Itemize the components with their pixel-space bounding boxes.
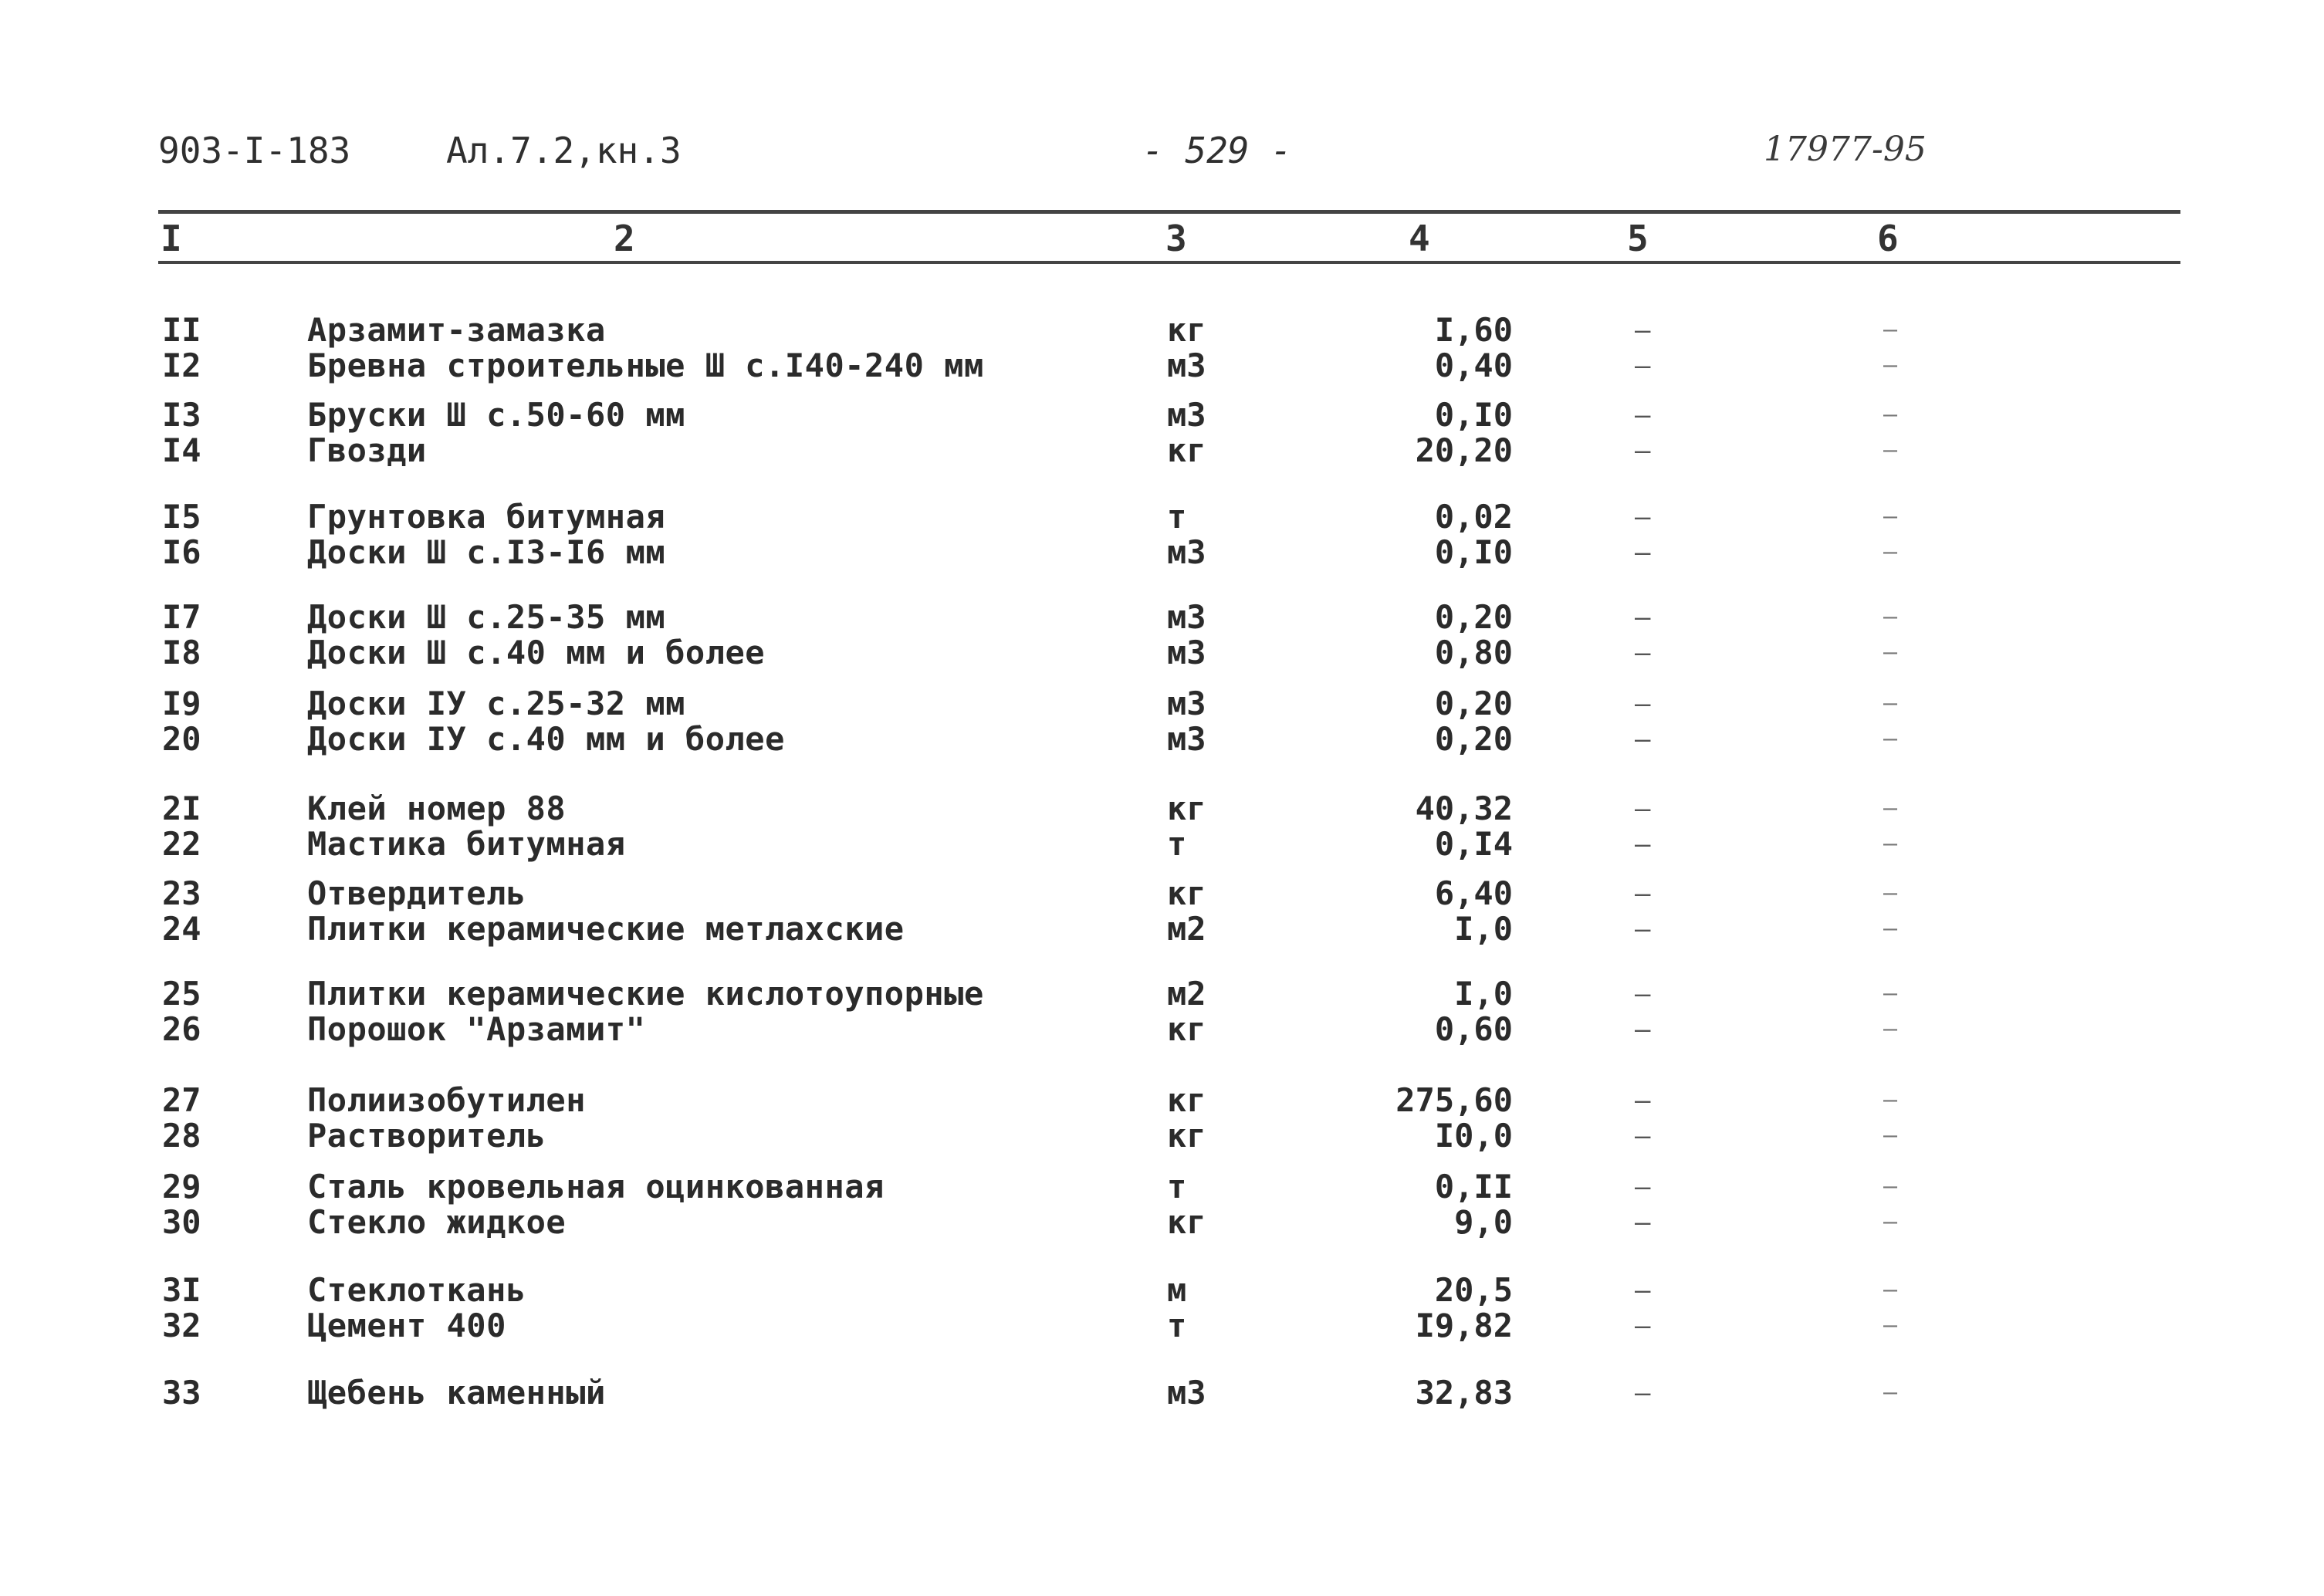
- column-5-value: –: [1635, 878, 1651, 909]
- table-row: [0, 686, 2324, 722]
- table-row: [0, 535, 2324, 570]
- row-number: I6: [162, 533, 201, 571]
- quantity: 0,80: [1434, 634, 1513, 671]
- column-6-value: –: [1883, 1312, 1898, 1339]
- page-number: - 529 -: [1142, 130, 1292, 171]
- column-6-value: –: [1883, 401, 1898, 428]
- table-row: [0, 722, 2324, 757]
- table-row: [0, 1375, 2324, 1411]
- column-5-value: –: [1635, 435, 1651, 466]
- row-number: 30: [162, 1203, 201, 1241]
- material-name: Гвозди: [307, 431, 427, 469]
- row-number: 25: [162, 975, 201, 1013]
- quantity: 0,20: [1434, 720, 1513, 758]
- material-name: Клей номер 88: [307, 790, 567, 827]
- column-5-value: –: [1635, 1172, 1651, 1202]
- column-6-value: –: [1883, 795, 1898, 822]
- unit-of-measure: м3: [1167, 598, 1206, 636]
- quantity: 0,I4: [1434, 825, 1513, 863]
- unit-of-measure: кг: [1167, 311, 1206, 349]
- column-5-value: –: [1635, 400, 1651, 431]
- album-ref: Ал.7.2,кн.3: [446, 130, 682, 171]
- material-name: Доски IУ с.40 мм и более: [307, 720, 785, 758]
- column-6-value: –: [1883, 1016, 1898, 1043]
- row-number: 33: [162, 1374, 201, 1412]
- quantity: 9,0: [1454, 1203, 1513, 1241]
- table-row: [0, 911, 2324, 947]
- column-5-value: –: [1635, 724, 1651, 755]
- column-5-value: –: [1635, 688, 1651, 719]
- doc-code: 903-I-183: [158, 130, 351, 171]
- column-5-value: –: [1635, 1207, 1651, 1238]
- table-row: [0, 1083, 2324, 1118]
- table-row: [0, 397, 2324, 433]
- material-name: Бревна строительные Ш с.I40-240 мм: [307, 347, 984, 384]
- row-number: I9: [162, 685, 201, 722]
- unit-of-measure: м3: [1167, 685, 1206, 722]
- column-5-value: –: [1635, 637, 1651, 668]
- column-5-value: –: [1635, 602, 1651, 633]
- column-6-value: –: [1883, 830, 1898, 857]
- row-number: II: [162, 311, 201, 349]
- row-number: 2I: [162, 790, 201, 827]
- column-number-2: 2: [614, 218, 635, 259]
- column-5-value: –: [1635, 502, 1651, 533]
- row-number: 23: [162, 874, 201, 912]
- quantity: 0,I0: [1434, 533, 1513, 571]
- column-5-value: –: [1635, 315, 1651, 346]
- table-row: [0, 1308, 2324, 1344]
- material-name: Стекло жидкое: [307, 1203, 567, 1241]
- table-row: [0, 348, 2324, 384]
- column-5-value: –: [1635, 793, 1651, 824]
- table-row: [0, 1169, 2324, 1205]
- unit-of-measure: кг: [1167, 1203, 1206, 1241]
- row-number: 24: [162, 910, 201, 948]
- row-number: I3: [162, 396, 201, 434]
- column-5-value: –: [1635, 537, 1651, 568]
- material-name: Арзамит-замазка: [307, 311, 606, 349]
- material-name: Мастика битумная: [307, 825, 626, 863]
- column-number-6: 6: [1877, 218, 1899, 259]
- material-name: Плитки керамические метлахские: [307, 910, 905, 948]
- table-row: [0, 976, 2324, 1012]
- column-5-value: –: [1635, 350, 1651, 381]
- column-number-5: 5: [1627, 218, 1649, 259]
- unit-of-measure: кг: [1167, 790, 1206, 827]
- column-6-value: –: [1883, 725, 1898, 752]
- row-number: 20: [162, 720, 201, 758]
- row-number: I2: [162, 347, 201, 384]
- column-number-4: 4: [1409, 218, 1430, 259]
- column-6-value: –: [1883, 437, 1898, 464]
- material-name: Доски Ш с.25-35 мм: [307, 598, 666, 636]
- column-6-value: –: [1883, 639, 1898, 666]
- column-6-value: –: [1883, 539, 1898, 566]
- table-row: [0, 1205, 2324, 1240]
- quantity: I9,82: [1415, 1307, 1513, 1344]
- column-5-value: –: [1635, 1275, 1651, 1306]
- quantity: 6,40: [1434, 874, 1513, 912]
- row-number: 27: [162, 1081, 201, 1119]
- column-5-value: –: [1635, 1085, 1651, 1116]
- column-6-value: –: [1883, 1087, 1898, 1114]
- unit-of-measure: т: [1167, 1168, 1187, 1205]
- unit-of-measure: кг: [1167, 1081, 1206, 1119]
- material-name: Плитки керамические кислотоупорные: [307, 975, 984, 1013]
- unit-of-measure: м3: [1167, 396, 1206, 434]
- quantity: 40,32: [1415, 790, 1513, 827]
- unit-of-measure: кг: [1167, 431, 1206, 469]
- column-6-value: –: [1883, 915, 1898, 942]
- quantity: I0,0: [1434, 1117, 1513, 1155]
- quantity: 32,83: [1415, 1374, 1513, 1412]
- quantity: I,60: [1434, 311, 1513, 349]
- quantity: 0,02: [1434, 498, 1513, 536]
- row-number: I7: [162, 598, 201, 636]
- column-6-value: –: [1883, 1173, 1898, 1200]
- quantity: 275,60: [1395, 1081, 1513, 1119]
- material-name: Полиизобутилен: [307, 1081, 587, 1119]
- unit-of-measure: кг: [1167, 1117, 1206, 1155]
- table-row: [0, 791, 2324, 827]
- unit-of-measure: т: [1167, 498, 1187, 536]
- column-number-3: 3: [1165, 218, 1187, 259]
- column-number-1: I: [161, 218, 182, 259]
- table-row: [0, 1118, 2324, 1154]
- column-5-value: –: [1635, 979, 1651, 1009]
- row-number: I5: [162, 498, 201, 536]
- material-name: Бруски Ш с.50-60 мм: [307, 396, 685, 434]
- quantity: 0,I0: [1434, 396, 1513, 434]
- column-6-value: –: [1883, 1379, 1898, 1406]
- column-6-value: –: [1883, 503, 1898, 530]
- quantity: I,0: [1454, 910, 1513, 948]
- quantity: 20,20: [1415, 431, 1513, 469]
- column-5-value: –: [1635, 1378, 1651, 1408]
- unit-of-measure: м3: [1167, 533, 1206, 571]
- unit-of-measure: т: [1167, 825, 1187, 863]
- table-row: [0, 1273, 2324, 1308]
- material-name: Доски Ш с.40 мм и более: [307, 634, 766, 671]
- unit-of-measure: м3: [1167, 347, 1206, 384]
- material-name: Сталь кровельная оцинкованная: [307, 1168, 885, 1205]
- row-number: 22: [162, 825, 201, 863]
- unit-of-measure: м3: [1167, 720, 1206, 758]
- material-name: Доски IУ с.25-32 мм: [307, 685, 685, 722]
- unit-of-measure: м3: [1167, 1374, 1206, 1412]
- column-6-value: –: [1883, 604, 1898, 631]
- quantity: 0,II: [1434, 1168, 1513, 1205]
- material-name: Растворитель: [307, 1117, 546, 1155]
- column-5-value: –: [1635, 1310, 1651, 1341]
- material-name: Доски Ш с.I3-I6 мм: [307, 533, 666, 571]
- column-6-value: –: [1883, 1276, 1898, 1304]
- column-6-value: –: [1883, 352, 1898, 379]
- column-6-value: –: [1883, 1209, 1898, 1236]
- column-5-value: –: [1635, 1014, 1651, 1045]
- table-row: [0, 313, 2324, 348]
- material-name: Порошок "Арзамит": [307, 1010, 646, 1048]
- column-6-value: –: [1883, 1122, 1898, 1149]
- unit-of-measure: м2: [1167, 910, 1206, 948]
- row-number: I8: [162, 634, 201, 671]
- inventory-number: 17977-95: [1764, 130, 1927, 169]
- unit-of-measure: м: [1167, 1271, 1187, 1309]
- column-6-value: –: [1883, 690, 1898, 717]
- quantity: 0,20: [1434, 685, 1513, 722]
- row-number: I4: [162, 431, 201, 469]
- quantity: 0,20: [1434, 598, 1513, 636]
- material-name: Щебень каменный: [307, 1374, 606, 1412]
- row-number: 28: [162, 1117, 201, 1155]
- material-name: Отвердитель: [307, 874, 526, 912]
- row-number: 3I: [162, 1271, 201, 1309]
- table-row: [0, 635, 2324, 671]
- column-6-value: –: [1883, 980, 1898, 1007]
- material-name: Стеклоткань: [307, 1271, 526, 1309]
- column-5-value: –: [1635, 1121, 1651, 1151]
- table-row: [0, 876, 2324, 911]
- table-row: [0, 499, 2324, 535]
- column-6-value: –: [1883, 880, 1898, 907]
- table-row: [0, 433, 2324, 468]
- unit-of-measure: кг: [1167, 1010, 1206, 1048]
- table-row: [0, 600, 2324, 635]
- quantity: 0,60: [1434, 1010, 1513, 1048]
- unit-of-measure: м2: [1167, 975, 1206, 1013]
- row-number: 29: [162, 1168, 201, 1205]
- table-row: [0, 1012, 2324, 1047]
- material-name: Грунтовка битумная: [307, 498, 666, 536]
- quantity: I,0: [1454, 975, 1513, 1013]
- column-6-value: –: [1883, 316, 1898, 343]
- unit-of-measure: т: [1167, 1307, 1187, 1344]
- material-name: Цемент 400: [307, 1307, 506, 1344]
- column-5-value: –: [1635, 914, 1651, 945]
- unit-of-measure: кг: [1167, 874, 1206, 912]
- table-row: [0, 827, 2324, 862]
- row-number: 32: [162, 1307, 201, 1344]
- row-number: 26: [162, 1010, 201, 1048]
- unit-of-measure: м3: [1167, 634, 1206, 671]
- quantity: 0,40: [1434, 347, 1513, 384]
- column-5-value: –: [1635, 829, 1651, 860]
- quantity: 20,5: [1434, 1271, 1513, 1309]
